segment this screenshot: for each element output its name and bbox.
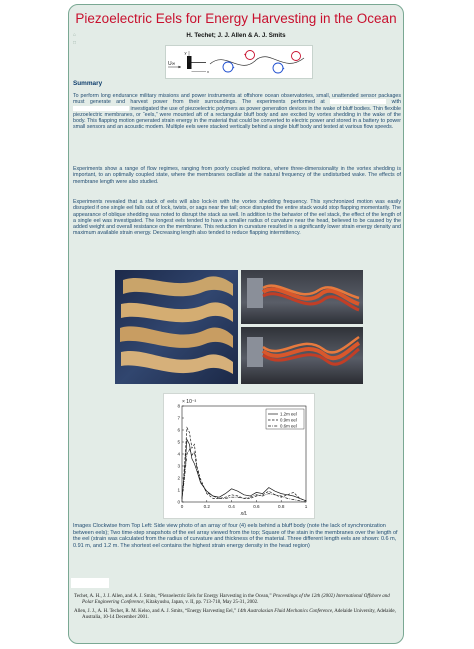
summary-paragraph-1 bbox=[73, 93, 401, 131]
y-tick-label-7: 7 bbox=[177, 415, 180, 421]
strain-plot bbox=[163, 393, 315, 519]
summary-p1-part-a: To perform long endurance military missions and power instruments at offshore ocean observatories, small, unattended sensor packages must generate and harvest power from their surroundings. The experiments performed at bbox=[73, 93, 401, 106]
reference-1-venue: Proceedings of the 12th (2002) International Offshore and Polar Engineering Conference bbox=[82, 594, 390, 605]
legend-label-1: 0.9m eel bbox=[280, 417, 297, 423]
summary-paragraph-2: Experiments show a range of flow regimes, ranging from poorly coupled motions, where three-dimensionality in the vortex shedding is important, to an optimally coupled state, where the membranes oscillate at the natural frequency of the undisturbed wake. The effects of membrane length were also studied. bbox=[73, 166, 401, 185]
x-tick-label-5: 1 bbox=[304, 504, 308, 509]
reference-2-text: Allen, J. J., A. H. Techet, R. M. Kelso, and A. J. Smits, “Energy Harvesting Eel,” bbox=[74, 608, 238, 614]
vortex-blue-1 bbox=[223, 62, 233, 72]
vortex-blue-2 bbox=[273, 63, 283, 73]
eels-top-view-snapshot-2 bbox=[241, 327, 363, 384]
x-tick-label-3: 0.6 bbox=[253, 504, 260, 509]
x-tick-label-1: 0.2 bbox=[203, 504, 210, 509]
references-placeholder bbox=[71, 578, 109, 588]
y-multiplier-label: × 10⁻³ bbox=[182, 399, 197, 405]
reference-1-details: , Kitakyushu, Japan, v. II, pp. 713-718, May 25-31, 2002. bbox=[143, 599, 259, 605]
strain-chart-svg bbox=[164, 394, 314, 518]
poster-authors: H. Techet; J. J. Allen & A. J. Smits bbox=[186, 32, 286, 39]
y-tick-label-0: 0 bbox=[177, 499, 180, 505]
eels-side-view-photo bbox=[115, 270, 238, 384]
y-tick-label-4: 4 bbox=[177, 451, 180, 457]
eels-top-view-snapshot-1 bbox=[241, 270, 363, 324]
eel-schematic-diagram bbox=[165, 45, 313, 79]
redacted-institution-2 bbox=[73, 106, 129, 111]
y-tick-label-3: 3 bbox=[177, 463, 180, 469]
x-tick-label-0: 0 bbox=[180, 504, 184, 509]
poster-title: Piezoelectric Eels for Energy Harvesting in the Ocean bbox=[75, 11, 397, 26]
x-axis-label: x bbox=[207, 69, 209, 74]
y-tick-label-2: 2 bbox=[177, 475, 180, 481]
y-axis-label: y bbox=[184, 50, 187, 55]
reference-1 bbox=[74, 594, 400, 606]
x-tick-label-4: 0.8 bbox=[278, 504, 285, 509]
summary-p1-part-c: investigated the use of piezoelectric polymers as power generation devices in the wake of bluff bodies. Thin flexible piezoelectric membranes, or “eels,” were mounted aft of a rectangular bluff body and are excited by vortex shedding in the wake of the body. This flapping motion generated strain energy in the material that could be converted to electric power and stored in a battery to power small sensors and an acoustic modem. Multiple eels were stacked vertically behind a single bluff body and tested at various flow speeds. bbox=[73, 105, 401, 131]
reference-2-details: , Adelaide University, Adelaide, Australia, 10-14 December 2001. bbox=[82, 608, 396, 620]
summary-paragraph-3: Experiments revealed that a stack of eels will also lock-in with the vortex shedding frequency. This synchronized motion was easily disrupted if one single eel falls out of lock, twists, or sags near the tail; once disrupted the entire stack would stop flapping momentarily. The appearance of oblique shedding was noted to disrupt the stack as well. In addition to the behavior of the eel stack, the effect of the length of a single eel was investigated. The longest eels tended to have a smaller radius of curvature near the head, believed to be caused by the added weight and overall resistance on the membrane. This reduction in curvature resulted in a significantly lower strain energy density and maximum available strain energy. Decreasing length also tended to reduce flapping intermittency. bbox=[73, 199, 401, 237]
x-axis-title: x/L bbox=[240, 511, 248, 517]
flow-arrowhead bbox=[179, 66, 182, 68]
flow-label: U∞ bbox=[168, 61, 176, 67]
square-icon[interactable]: □ bbox=[73, 40, 77, 46]
series-line-1 bbox=[182, 428, 306, 501]
vortex-red-1 bbox=[246, 51, 255, 60]
poster-panel bbox=[68, 4, 404, 644]
redacted-institution-1 bbox=[330, 99, 386, 104]
summary-heading: Summary bbox=[73, 80, 103, 87]
snapshot-1-drawing bbox=[241, 270, 363, 324]
figure-caption: Images Clockwise from Top Left: Side view photo of an array of four (4) eels behind a bluff body (note the lack of synchronization between eels); Two time-step snapshots of the eel array viewed from the top; Square of the stain in the membranes over the length of the eel (strain was calculated from the radius of curvature and thickness of the material. Three different length eels are shown: 0.6 m, 0.91 m, and 1.2 m. The shortest eel contains the highest strain energy density in the head region) bbox=[73, 523, 398, 549]
reference-2-venue: 14th Australasian Fluid Mechanics Conference bbox=[237, 608, 333, 614]
summary-p1-part-b: with bbox=[391, 99, 401, 106]
eels-side-view-drawing bbox=[115, 270, 238, 384]
x-tick-label-2: 0.4 bbox=[228, 504, 235, 509]
y-tick-label-5: 5 bbox=[177, 439, 180, 445]
series-line-2 bbox=[182, 449, 306, 502]
y-tick-label-8: 8 bbox=[177, 403, 180, 409]
legend-label-2: 0.6m eel bbox=[280, 423, 297, 429]
bluff-body bbox=[187, 56, 192, 69]
reference-1-text: Techet, A. H., J. J. Allen, and A. J. Smits, “Piezoelectric Eels for Energy Harvesting in the Ocean,” bbox=[74, 594, 273, 599]
vortex-red-2 bbox=[292, 52, 301, 61]
y-tick-label-6: 6 bbox=[177, 427, 180, 433]
snapshot-2-drawing bbox=[241, 327, 363, 384]
series-line-0 bbox=[182, 440, 306, 501]
home-icon[interactable]: ⌂ bbox=[73, 32, 77, 38]
legend-label-0: 1.2m eel bbox=[280, 411, 297, 417]
references-list bbox=[74, 594, 400, 624]
reference-2 bbox=[74, 609, 400, 621]
y-tick-label-1: 1 bbox=[177, 487, 180, 493]
